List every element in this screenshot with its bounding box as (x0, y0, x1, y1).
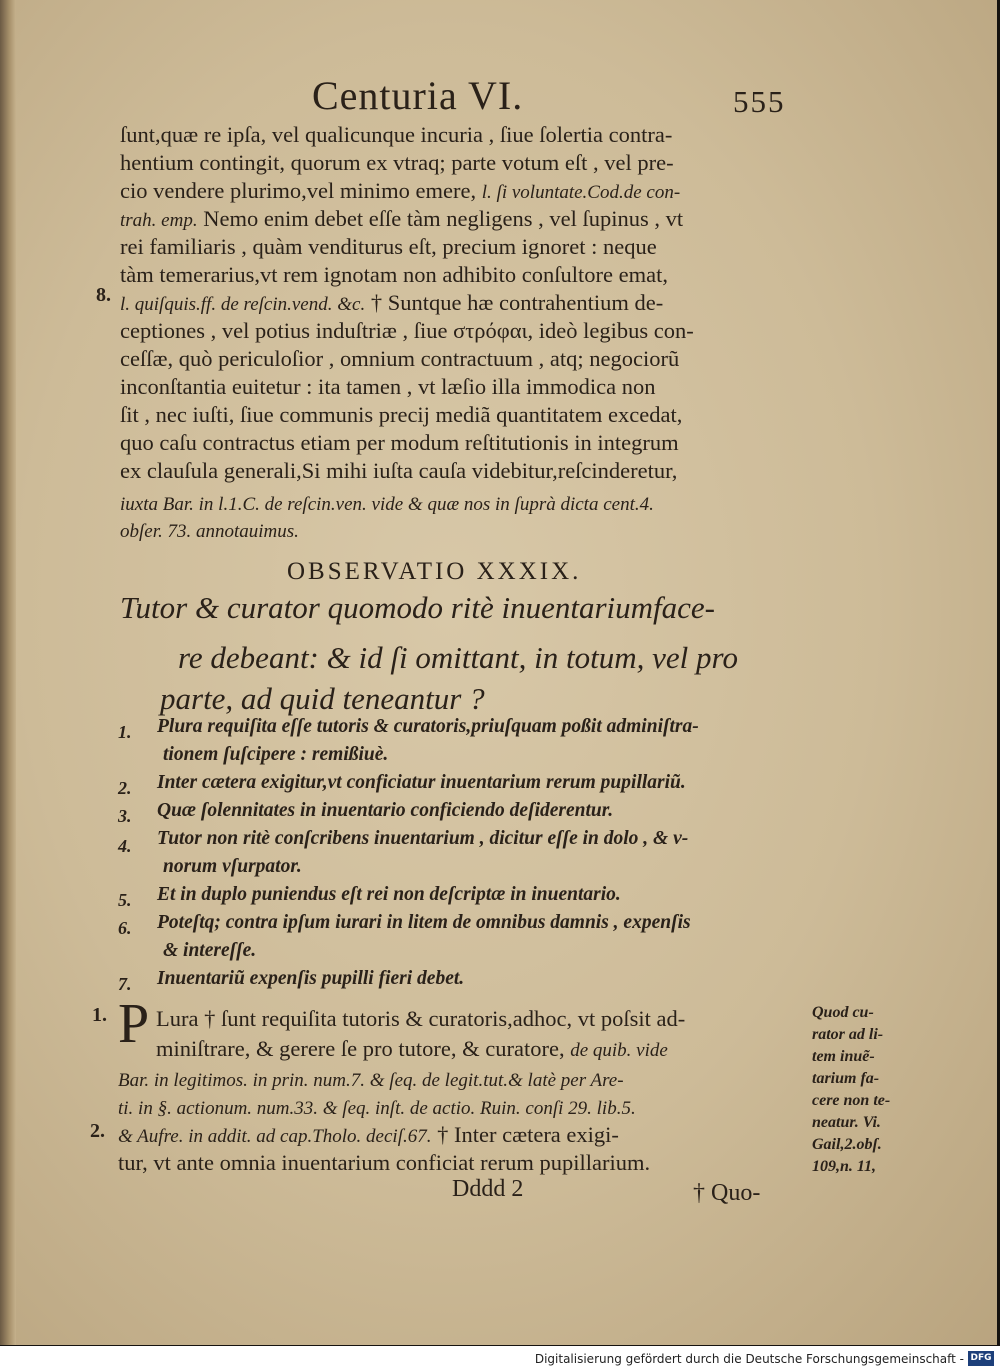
text-number-1: 1. (92, 1004, 107, 1026)
citation-text: trah. emp. (120, 210, 198, 231)
citation-text: & Aufre. in addit. ad cap.Tholo. deciſ.67. (118, 1126, 432, 1147)
summary-text: tionem ſuſcipere : remißiuè. (163, 744, 389, 765)
citation-text: de quib. vide (570, 1040, 668, 1061)
page-number: 555 (733, 84, 786, 119)
body_lines-line (120, 262, 668, 288)
marginal-note-line: cere non te- (812, 1092, 891, 1109)
text-line (118, 1122, 619, 1150)
body_lines-line (120, 402, 682, 428)
citation-text: ti. in §. actionum. num.33. & ſeq. inſt. de actio. Ruin. conſi 29. lib.5. (118, 1098, 636, 1119)
line-text: ſunt,quæ re ipſa, vel qualicunque incuria , ſiue ſolertia contra- (120, 122, 673, 147)
book-spine-edge (0, 0, 16, 1345)
citation-text: obſer. 73. annotauimus. (120, 521, 299, 542)
line-text: miniſtrare, & gerere ſe pro tutore, & curatore, (156, 1036, 571, 1061)
body_lines-line (120, 206, 683, 234)
line-text: ſit , nec iuſti, ſiue communis precij mediã quantitatem excedat, (120, 402, 683, 427)
marginal-note-line: tarium fa- (812, 1070, 880, 1087)
body_lines-line (120, 517, 299, 545)
body_lines-line (120, 234, 657, 260)
observation-heading: OBSERVATIO XXXIX. (287, 558, 582, 585)
body_lines-line (120, 290, 663, 318)
citation-text: l. ſi voluntate.Cod.de con- (481, 182, 681, 203)
summary-text: Et in duplo puniendus eſt rei non deſcriptæ in inuentario. (157, 884, 621, 905)
drop-cap: P (118, 993, 150, 1055)
marginal-note-line: neatur. Vi. (812, 1114, 881, 1131)
body_lines-line (120, 430, 679, 456)
summary-number: 3. (118, 806, 132, 826)
text-line (118, 1066, 624, 1094)
citation-text: iuxta Bar. in l.1.C. de reſcin.ven. vide & quæ nos in ſuprà dicta cent.4. (120, 494, 654, 515)
body_lines-line (120, 458, 677, 484)
line-text: hentium contingit, quorum ex vtraq; parte votum eſt , vel pre- (120, 150, 674, 175)
summary-number: 7. (118, 974, 132, 994)
title-line-1: Tutor & curator quomodo ritè inuentariumface- (120, 590, 716, 625)
summary-text: Quæ ſolennitates in inuentario conficiendo deſiderentur. (157, 800, 614, 821)
catchword: † Quo- (693, 1180, 761, 1206)
body_lines-line (120, 318, 694, 344)
body_lines-line (120, 346, 679, 372)
summary-number: 2. (118, 778, 132, 798)
summary-number: 5. (118, 890, 132, 910)
marginal-note-line: Quod cu- (812, 1004, 874, 1021)
summary-text: & intereſſe. (163, 940, 257, 961)
footer-credit: Digitalisierung gefördert durch die Deutsche Forschungsgemeinschaft - (534, 1352, 964, 1366)
text-number-2: 2. (90, 1120, 105, 1142)
line-text: ceptiones , vel potius induſtriæ , ſiue στρόφαι, ideò legibus con- (120, 318, 694, 343)
line-text: rei familiaris , quàm venditurus eſt, precium ignoret : neque (120, 234, 657, 259)
title-line-2: re debeant: & id ſi omittant, in totum, vel pro (178, 640, 738, 675)
citation-text: Bar. in legitimos. in prin. num.7. & ſeq. de legit.tut.& latè per Are- (118, 1070, 624, 1091)
summary-text: Inter cætera exigitur,vt conficiatur inuentarium rerum pupillariũ. (157, 772, 686, 793)
summary-text: Plura requiſita eſſe tutoris & curatoris,priuſquam poßit adminiſtra- (157, 716, 699, 737)
running-header-title: Centuria VI. (312, 73, 524, 118)
line-text: ex clauſula generali,Si mihi iuſta cauſa videbitur,reſcinderetur, (120, 458, 678, 483)
line-text: inconſtantia euitetur : ita tamen , vt læſio illa immodica non (120, 374, 656, 399)
body_lines-line (120, 178, 680, 206)
footer-bar (0, 1346, 1000, 1372)
summary-text: Poteſtq; contra ipſum iurari in litem de omnibus damnis , expenſis (157, 912, 691, 933)
summary-text: norum vſurpator. (163, 856, 302, 877)
title-line-3: parte, ad quid teneantur ? (160, 681, 485, 716)
summary-text: Inuentariũ expenſis pupilli fieri debet. (157, 968, 465, 989)
body_lines-line (120, 122, 672, 148)
citation-text: l. quiſquis.ff. de reſcin.vend. &c. (120, 294, 366, 315)
body_lines-line (120, 150, 674, 176)
text-line (156, 1006, 685, 1032)
line-text: † Inter cætera exigi- (431, 1122, 619, 1147)
text-line (118, 1150, 650, 1176)
body_lines-line (120, 490, 654, 518)
line-text: † Suntque hæ contrahentium de- (365, 290, 664, 315)
marginal-note-line: rator ad li- (812, 1026, 884, 1043)
line-text: cio vendere plurimo,vel minimo emere, (120, 178, 482, 203)
dfg-logo: DFG (968, 1351, 994, 1366)
summary-number: 1. (118, 722, 132, 742)
marginal-note-line: 109,n. 11, (812, 1158, 877, 1175)
margin-number-8: 8. (96, 284, 111, 306)
marginal-note-line: tem inuẽ- (812, 1048, 875, 1065)
text-line (118, 1094, 636, 1122)
body_lines-line (120, 374, 656, 400)
summary-text: Tutor non ritè conſcribens inuentarium , dicitur eſſe in dolo , & v- (157, 828, 689, 849)
marginal-note-line: Gail,2.obſ. (812, 1136, 882, 1153)
text-line (156, 1036, 668, 1064)
line-text: Nemo enim debet eſſe tàm negligens , vel ſupinus , vt (197, 206, 684, 231)
summary-number: 6. (118, 918, 132, 938)
signature-mark: Dddd 2 (452, 1176, 524, 1202)
line-text: tur, vt ante omnia inuentarium conficiat rerum pupillarium. (118, 1150, 651, 1175)
line-text: tàm temerarius,vt rem ignotam non adhibito conſultore emat, (120, 262, 668, 287)
line-text: Lura † ſunt requiſita tutoris & curatoris,adhoc, vt poſsit ad- (156, 1006, 686, 1031)
line-text: ceſſæ, quò periculoſior , omnium contractuum , atq; negociorũ (120, 346, 680, 371)
line-text: quo caſu contractus etiam per modum reſtitutionis in integrum (120, 430, 679, 455)
summary-number: 4. (118, 836, 132, 856)
